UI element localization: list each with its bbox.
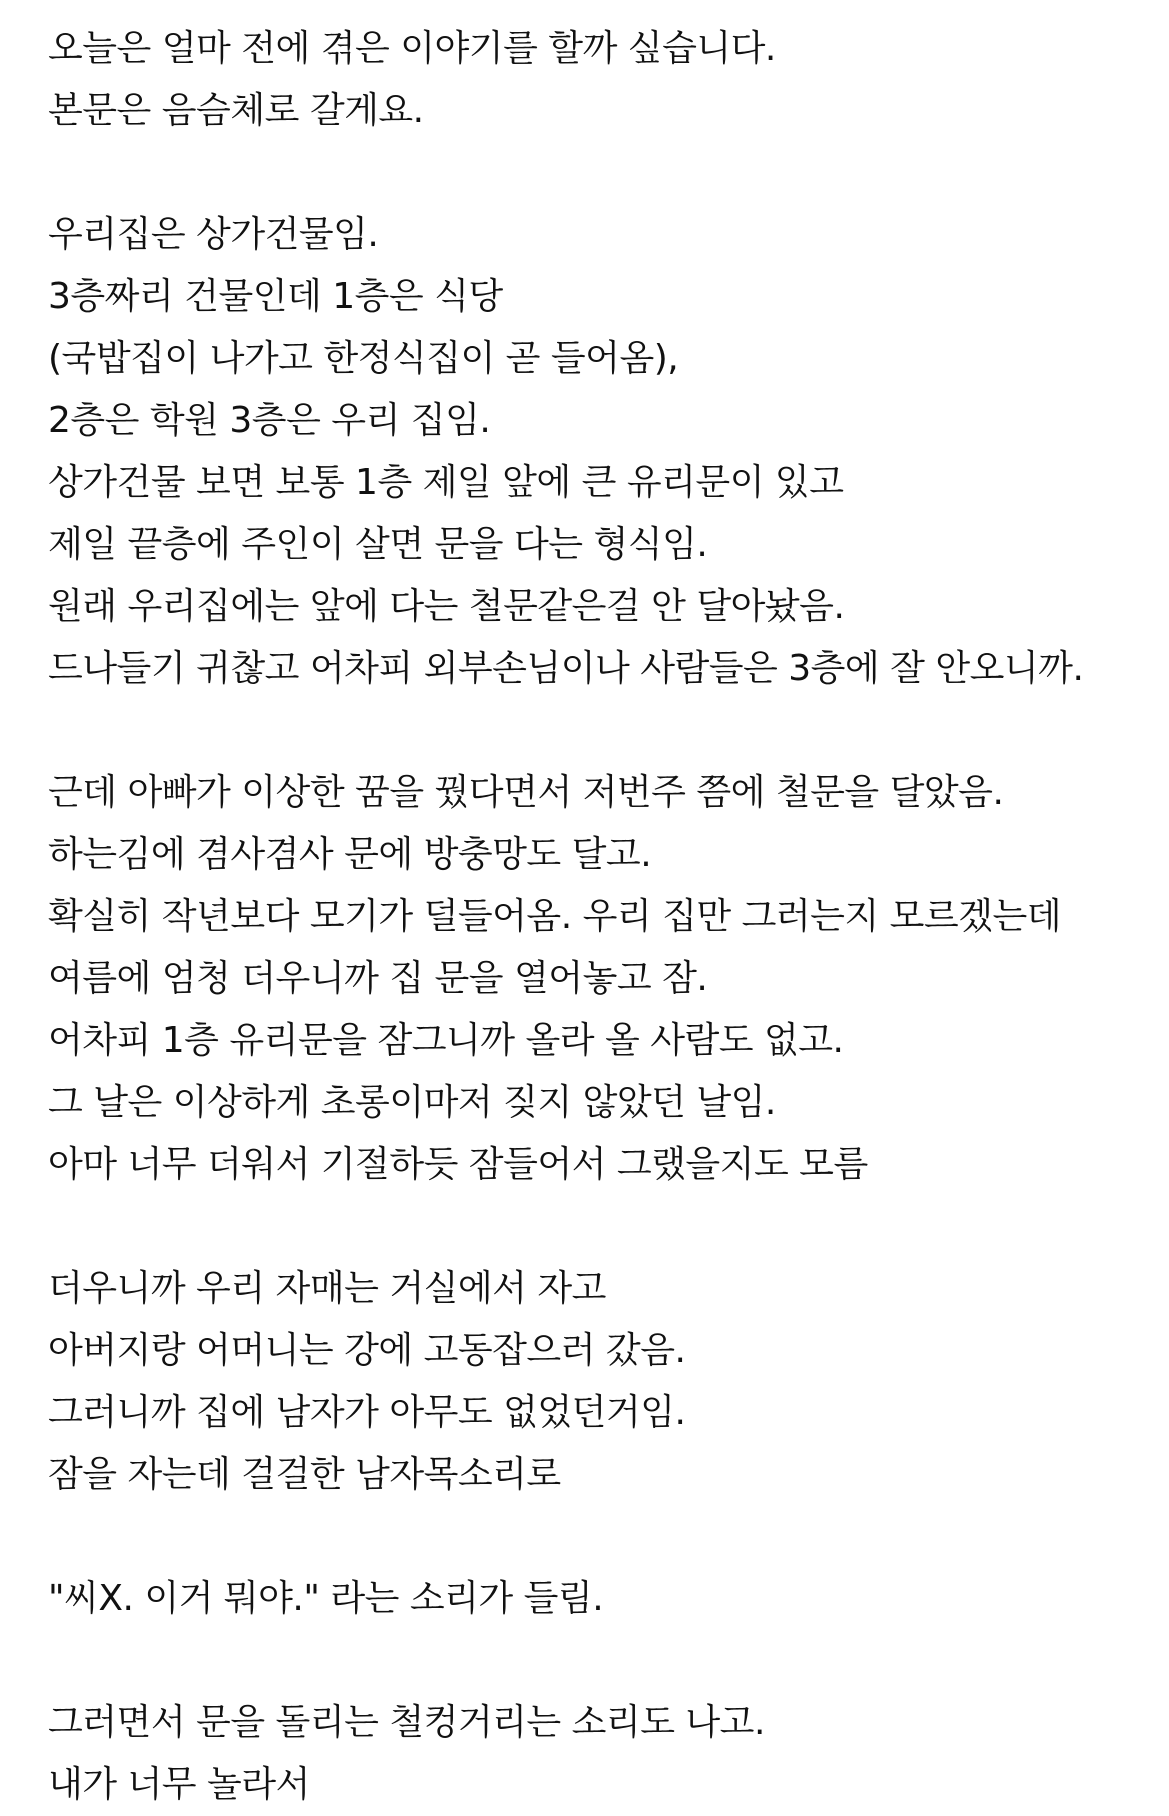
paragraph — [48, 1692, 1148, 1816]
text-line: 아버지랑 어머니는 강에 고동잡으러 갔음. — [48, 1330, 686, 1371]
text-line: 원래 우리집에는 앞에 다는 철문같은걸 안 달아놨음. — [48, 586, 845, 627]
paragraph — [48, 204, 1148, 700]
text-line: 3층짜리 건물인데 1층은 식당 — [48, 276, 503, 317]
text-line: 본문은 음슴체로 갈게요. — [48, 90, 424, 131]
text-line: 확실히 작년보다 모기가 덜들어옴. 우리 집만 그러는지 모르겠는데 — [48, 896, 1061, 937]
paragraph-gap — [48, 142, 1148, 204]
text-line: 여름에 엄청 더우니까 집 문을 열어놓고 잠. — [48, 958, 708, 999]
text-line: 더우니까 우리 자매는 거실에서 자고 — [48, 1268, 606, 1309]
text-line: 그러면서 문을 돌리는 철컹거리는 소리도 나고. — [48, 1702, 765, 1743]
text-line: 상가건물 보면 보통 1층 제일 앞에 큰 유리문이 있고 — [48, 462, 844, 503]
text-line: 근데 아빠가 이상한 꿈을 꿨다면서 저번주 쯤에 철문을 달았음. — [48, 772, 1004, 813]
text-line: 드나들기 귀찮고 어차피 외부손님이나 사람들은 3층에 잘 안오니까. — [48, 648, 1084, 689]
text-line: (국밥집이 나가고 한정식집이 곧 들어옴), — [48, 338, 679, 379]
text-line: 잠을 자는데 걸걸한 남자목소리로 — [48, 1454, 561, 1495]
text-line: 그러니까 집에 남자가 아무도 없었던거임. — [48, 1392, 686, 1433]
text-line: 제일 끝층에 주인이 살면 문을 다는 형식임. — [48, 524, 708, 565]
text-line: 그 날은 이상하게 초롱이마저 짖지 않았던 날임. — [48, 1082, 776, 1123]
text-line: 오늘은 얼마 전에 겪은 이야기를 할까 싶습니다. — [48, 28, 776, 69]
paragraph-gap — [48, 1196, 1148, 1258]
post-body — [48, 18, 1148, 1816]
paragraph — [48, 1568, 1148, 1630]
paragraph-gap — [48, 1630, 1148, 1692]
paragraph — [48, 1258, 1148, 1506]
paragraph-gap — [48, 700, 1148, 762]
text-line: 아마 너무 더워서 기절하듯 잠들어서 그랬을지도 모름 — [48, 1144, 868, 1185]
text-line: 하는김에 겸사겸사 문에 방충망도 달고. — [48, 834, 652, 875]
text-line: 내가 너무 놀라서 — [48, 1764, 310, 1805]
text-line: 2층은 학원 3층은 우리 집임. — [48, 400, 491, 441]
paragraph — [48, 762, 1148, 1196]
paragraph — [48, 18, 1148, 142]
quote-line: "씨X. 이거 뭐야." 라는 소리가 들림. — [48, 1578, 604, 1619]
text-line: 어차피 1층 유리문을 잠그니까 올라 올 사람도 없고. — [48, 1020, 844, 1061]
paragraph-gap — [48, 1506, 1148, 1568]
text-line: 우리집은 상가건물임. — [48, 214, 379, 255]
